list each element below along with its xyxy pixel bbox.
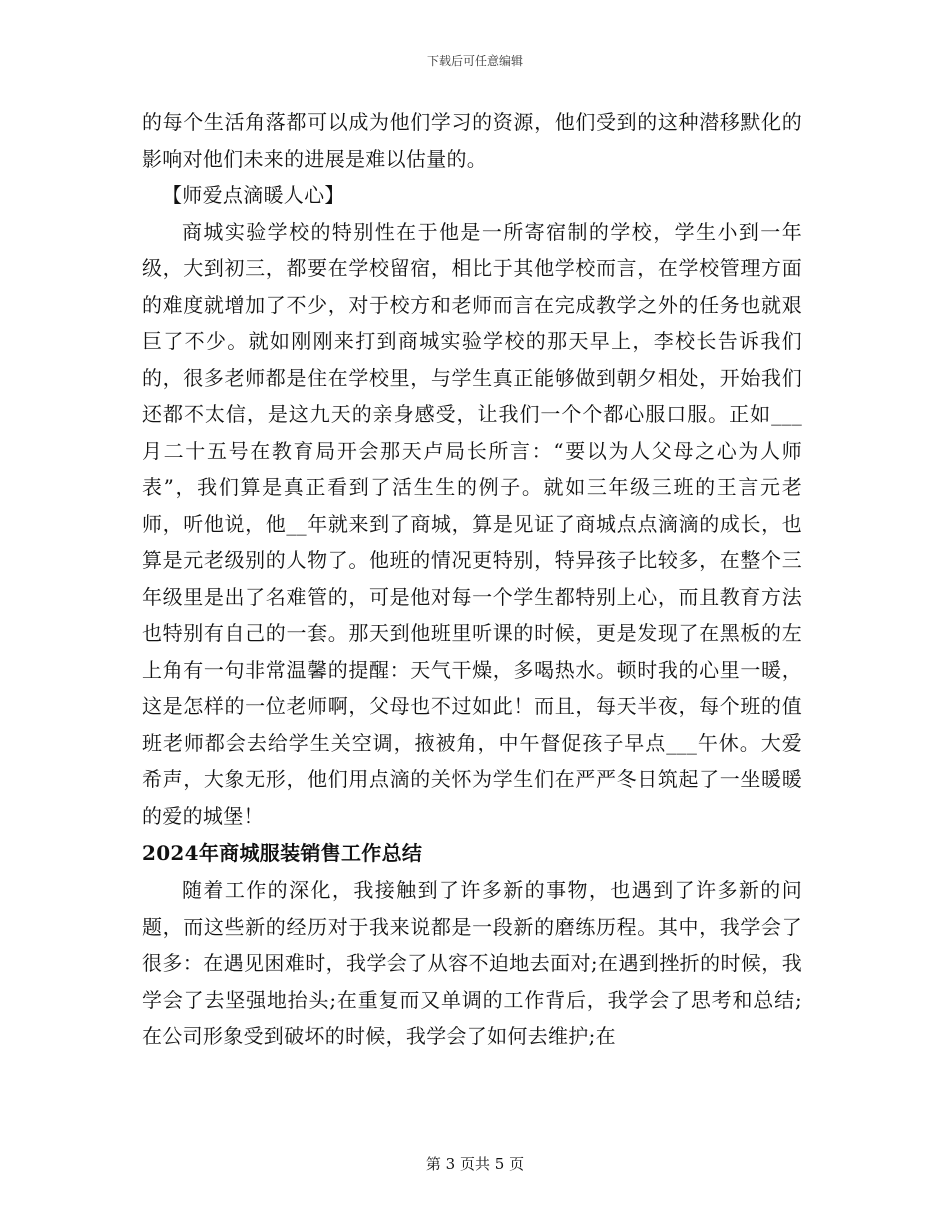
article-title: 2024年商城服装销售工作总结 xyxy=(142,841,423,865)
document-body xyxy=(142,104,802,1055)
paragraph-work-summary: 随着工作的深化，我接触到了许多新的事物，也遇到了许多新的问题，而这些新的经历对于我来说都是一段新的磨练历程。其中，我学会了很多：在遇见困难时，我学会了从容不迫地去面对;在遇到挫折的时候，我学会了去坚强地抬头;在重复而又单调的工作背后，我学会了思考和总结;在公司形象受到破坏的时候，我学会了如何去维护;在 xyxy=(142,878,802,1048)
paragraph-continuation: 的每个生活角落都可以成为他们学习的资源，他们受到的这种潜移默化的影响对他们未来的进展是难以估量的。 xyxy=(142,110,802,171)
page-header: 下载后可任意编辑 xyxy=(426,54,523,68)
page-footer: 第 3 页共 5 页 xyxy=(425,1155,525,1173)
paragraph-teacher-care: 商城实验学校的特别性在于他是一所寄宿制的学校，学生小到一年级，大到初三，都要在学校留宿，相比于其他学校而言，在学校管理方面的难度就增加了不少，对于校方和老师而言在完成教学之外的任务也就艰巨了不少。就如刚刚来打到商城实验学校的那天早上，李校长告诉我们的，很多老师都是住在学校里，与学生真正能够做到朝夕相处，开始我们还都不太信，是这九天的亲身感受，让我们一个个都心服口服。正如___月二十五号在教育局开会那天卢局长所言：“要以为人父母之心为人师表”，我们算是真正看到了活生生的例子。就如三年级三班的王言元老师，听他说，他__年就来到了商城，算是见证了商城点点滴滴的成长，也算是元老级别的人物了。他班的情况更特别，特异孩子比较多，在整个三年级里是出了名难管的，可是他对每一个学生都特别上心，而且教育方法也特别有自己的一套。那天到他班里听课的时候，更是发现了在黑板的左上角有一句非常温馨的提醒：天气干燥，多喝热水。顿时我的心里一暖，这是怎样的一位老师啊，父母也不过如此！而且，每天半夜，每个班的值班老师都会去给学生关空调，掖被角，中午督促孩子早点___午休。大爱希声，大象无形，他们用点滴的关怀为学生们在严严冬日筑起了一坐暖暖的爱的城堡！ xyxy=(142,219,802,828)
section-heading: 【师爱点滴暖人心】 xyxy=(162,183,345,207)
